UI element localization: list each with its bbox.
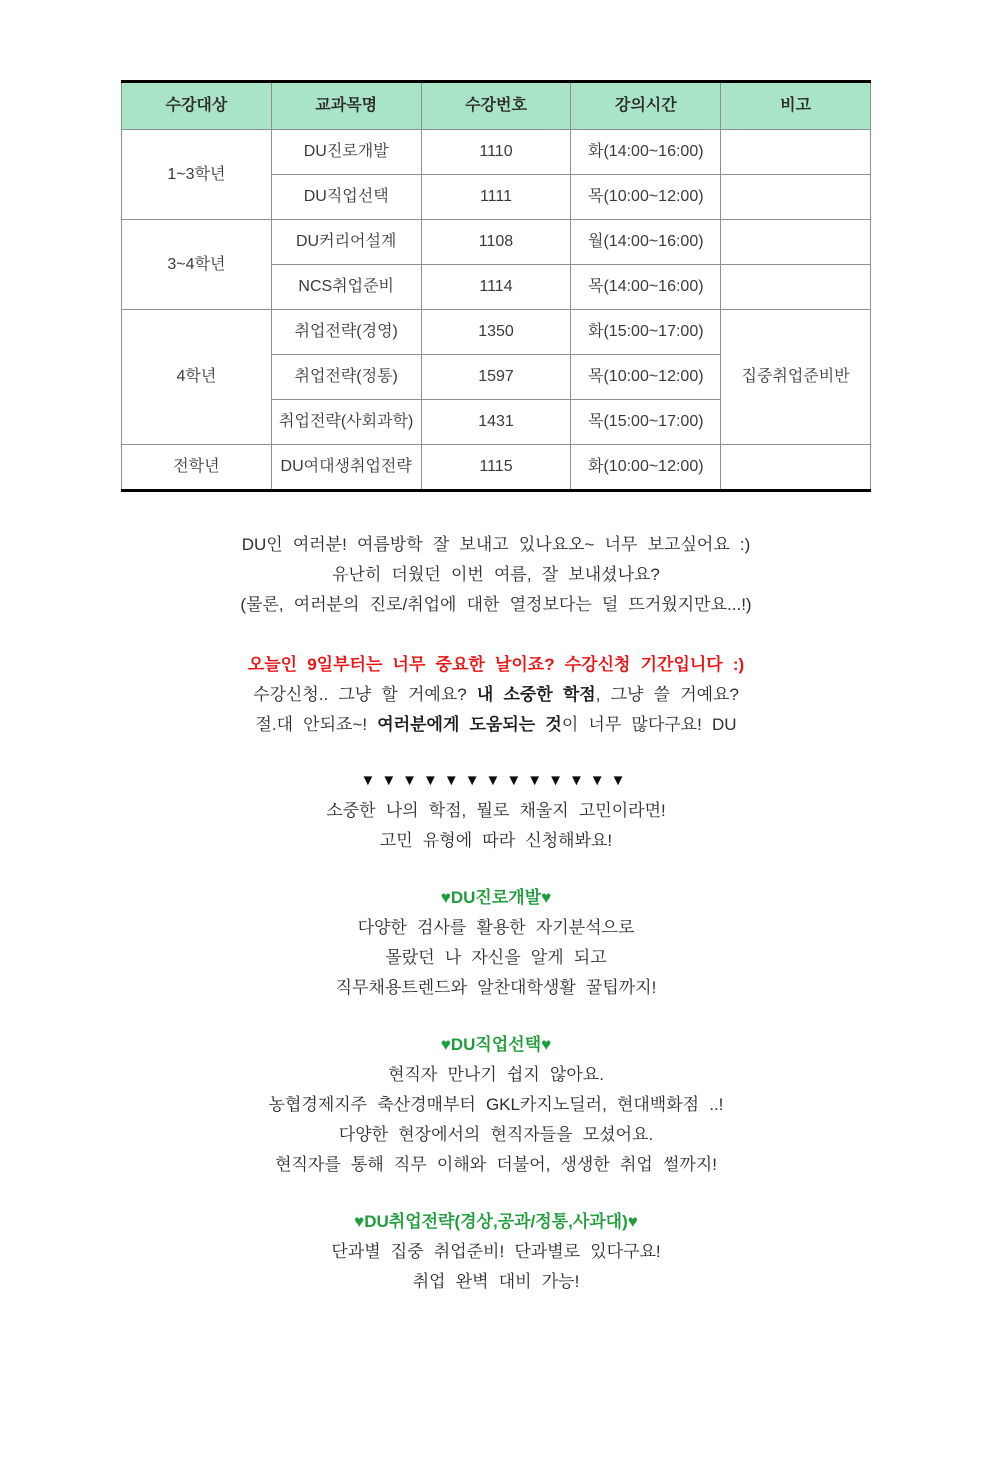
section-line: 취업 완벽 대비 가능! xyxy=(412,1272,580,1291)
intro-line: 유난히 더웠던 이번 여름, 잘 보내셨나요? xyxy=(332,565,660,584)
registration-notice xyxy=(0,650,992,740)
code-cell: 1431 xyxy=(421,400,571,445)
notice-line-text: 수강신청.. 그냥 할 거예요? xyxy=(253,685,477,704)
section-line: 현직자를 통해 직무 이해와 더불어, 생생한 취업 썰까지! xyxy=(275,1155,717,1174)
table-row xyxy=(122,310,871,355)
section-line: 단과별 집중 취업준비! 단과별로 있다구요! xyxy=(331,1242,661,1261)
notice-line-text: 절.대 안되죠~! xyxy=(255,715,378,734)
col-header-time: 강의시간 xyxy=(571,82,721,130)
note-cell xyxy=(721,445,871,491)
section-title: ♥DU진로개발♥ xyxy=(440,888,552,907)
section-line: 직무채용트렌드와 알찬대학생활 꿀팁까지! xyxy=(335,978,657,997)
code-cell: 1111 xyxy=(421,175,571,220)
course-cell: DU진로개발 xyxy=(271,130,421,175)
section-du-job-selection xyxy=(0,1030,992,1180)
section-title: ♥DU취업전략(경상,공과/정통,사과대)♥ xyxy=(354,1212,638,1231)
target-cell: 3~4학년 xyxy=(122,220,272,310)
course-cell: DU직업선택 xyxy=(271,175,421,220)
note-cell-merged: 집중취업준비반 xyxy=(721,310,871,445)
section-line: 다양한 현장에서의 현직자들을 모셨어요. xyxy=(338,1125,654,1144)
code-cell: 1115 xyxy=(421,445,571,491)
notice-headline: 오늘인 9일부터는 너무 중요한 날이죠? 수강신청 기간입니다 :) xyxy=(247,655,745,674)
time-cell: 목(10:00~12:00) xyxy=(571,175,721,220)
table-row xyxy=(122,220,871,265)
divider-block xyxy=(0,766,992,856)
table-row xyxy=(122,130,871,175)
time-cell: 목(10:00~12:00) xyxy=(571,355,721,400)
section-du-employment-strategy xyxy=(0,1207,992,1297)
code-cell: 1350 xyxy=(421,310,571,355)
down-triangles-icon: ▼▼▼▼▼▼▼▼▼▼▼▼▼ xyxy=(360,772,632,789)
note-cell xyxy=(721,175,871,220)
course-cell: 취업전략(사회과학) xyxy=(271,400,421,445)
notice-line xyxy=(0,680,992,710)
course-cell: 취업전략(정통) xyxy=(271,355,421,400)
notice-line-bold: 내 소중한 학점 xyxy=(476,685,596,704)
course-table xyxy=(121,80,871,492)
col-header-course: 교과목명 xyxy=(271,82,421,130)
time-cell: 화(14:00~16:00) xyxy=(571,130,721,175)
section-du-career-development xyxy=(0,883,992,1003)
time-cell: 목(14:00~16:00) xyxy=(571,265,721,310)
notice-line-text: 이 너무 많다구요! DU xyxy=(561,715,737,734)
section-line: 현직자 만나기 쉽지 않아요. xyxy=(388,1065,604,1084)
course-cell: DU커리어설계 xyxy=(271,220,421,265)
section-line: 농협경제지주 축산경매부터 GKL카지노딜러, 현대백화점 ..! xyxy=(268,1095,724,1114)
note-cell xyxy=(721,220,871,265)
target-cell: 전학년 xyxy=(122,445,272,491)
target-cell: 1~3학년 xyxy=(122,130,272,220)
time-cell: 화(10:00~12:00) xyxy=(571,445,721,491)
section-line: 몰랐던 나 자신을 알게 되고 xyxy=(385,948,607,967)
note-cell xyxy=(721,130,871,175)
divider-line: 고민 유형에 따라 신청해봐요! xyxy=(379,831,613,850)
notice-line xyxy=(0,710,992,740)
note-cell xyxy=(721,265,871,310)
time-cell: 월(14:00~16:00) xyxy=(571,220,721,265)
intro-paragraph xyxy=(0,530,992,620)
col-header-target: 수강대상 xyxy=(122,82,272,130)
section-line: 다양한 검사를 활용한 자기분석으로 xyxy=(357,918,635,937)
time-cell: 화(15:00~17:00) xyxy=(571,310,721,355)
code-cell: 1114 xyxy=(421,265,571,310)
notice-line-bold: 여러분에게 도움되는 것 xyxy=(377,715,562,734)
course-cell: DU여대생취업전략 xyxy=(271,445,421,491)
time-cell: 목(15:00~17:00) xyxy=(571,400,721,445)
col-header-note: 비고 xyxy=(721,82,871,130)
section-title: ♥DU직업선택♥ xyxy=(440,1035,552,1054)
course-cell: 취업전략(경영) xyxy=(271,310,421,355)
code-cell: 1110 xyxy=(421,130,571,175)
table-row xyxy=(122,445,871,491)
notice-line-text: , 그냥 쓸 거예요? xyxy=(595,685,739,704)
target-cell: 4학년 xyxy=(122,310,272,445)
course-table-wrapper xyxy=(121,80,871,492)
table-header-row xyxy=(122,82,871,130)
col-header-code: 수강번호 xyxy=(421,82,571,130)
course-cell: NCS취업준비 xyxy=(271,265,421,310)
intro-line: (물론, 여러분의 진로/취업에 대한 열정보다는 덜 뜨거웠지만요...!) xyxy=(240,595,752,614)
code-cell: 1108 xyxy=(421,220,571,265)
intro-line: DU인 여러분! 여름방학 잘 보내고 있나요오~ 너무 보고싶어요 :) xyxy=(241,535,751,554)
code-cell: 1597 xyxy=(421,355,571,400)
divider-line: 소중한 나의 학점, 뭘로 채울지 고민이라면! xyxy=(326,801,666,820)
